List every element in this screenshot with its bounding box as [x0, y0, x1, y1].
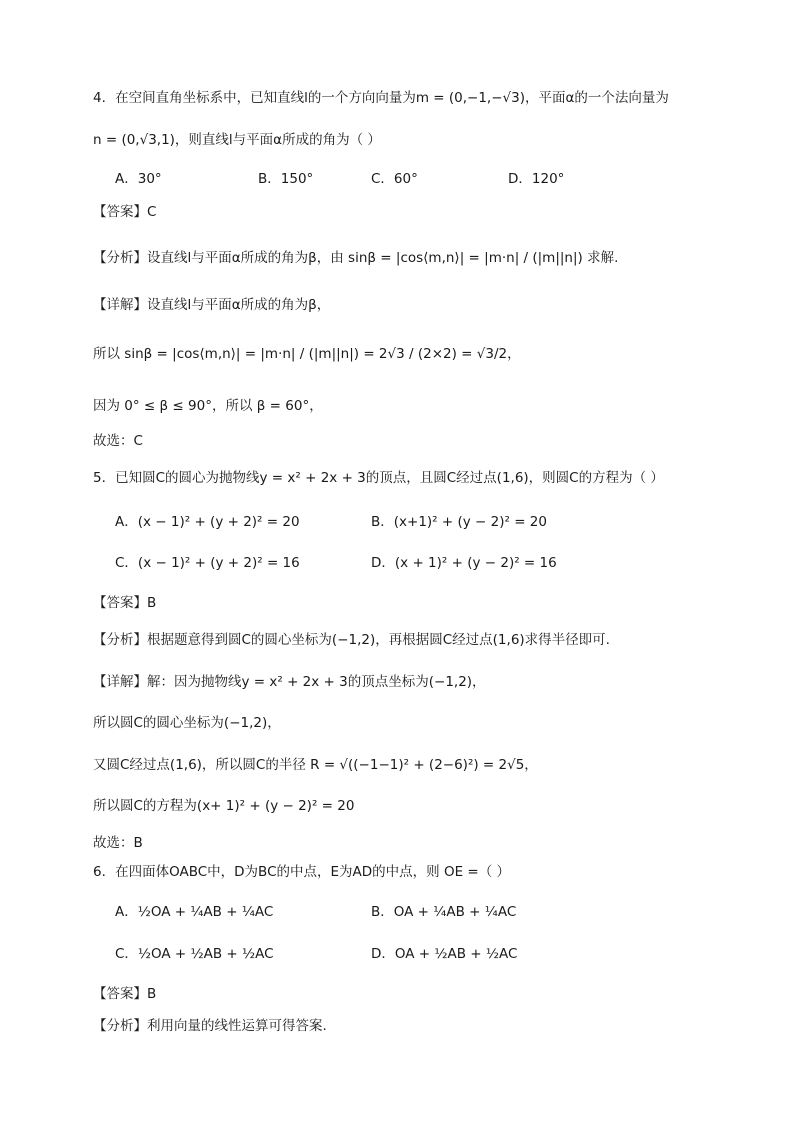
q4-detail-2: 所以 sinβ = |cos⟨m,n⟩| = |m·n| / (|m||n|) = 2√3 / (2×2) = √3/2，: [93, 346, 521, 362]
q5-choose: 故选：B: [93, 835, 143, 851]
q6-option-d: D．OA + ½AB + ½AC: [371, 946, 518, 962]
q5-detail-3: 又圆C经过点(1,6)，所以圆C的半径 R = √((−1−1)² + (2−6)²) = 2√5，: [93, 757, 538, 773]
q4-analysis: 【分析】设直线l与平面α所成的角为β，由 sinβ = |cos⟨m,n⟩| = |m·n| / (|m||n|) 求解.: [93, 250, 619, 266]
q5-option-b: B．(x+1)² + (y − 2)² = 20: [371, 514, 547, 530]
q4-option-d: D．120°: [508, 171, 565, 187]
q5-detail-4: 所以圆C的方程为(x+ 1)² + (y − 2)² = 20: [93, 798, 355, 814]
q4-choose: 故选：C: [93, 433, 143, 449]
q5-analysis: 【分析】根据题意得到圆C的圆心坐标为(−1,2)，再根据圆C经过点(1,6)求得半径即可.: [93, 632, 610, 648]
q5-detail-1: 【详解】解：因为抛物线y = x² + 2x + 3的顶点坐标为(−1,2)，: [93, 674, 486, 690]
q5-detail-2: 所以圆C的圆心坐标为(−1,2)，: [93, 715, 281, 731]
q6-option-c: C．½OA + ½AB + ½AC: [115, 946, 274, 962]
q5-stem: 5．已知圆C的圆心为抛物线y = x² + 2x + 3的顶点，且圆C经过点(1,6)，则圆C的方程为（ ）: [93, 470, 664, 486]
q5-option-a: A．(x − 1)² + (y + 2)² = 20: [115, 514, 300, 530]
q4-detail-3: 因为 0° ≤ β ≤ 90°，所以 β = 60°，: [93, 398, 323, 414]
q4-option-b: B．150°: [258, 171, 314, 187]
q5-option-d: D．(x + 1)² + (y − 2)² = 16: [371, 555, 557, 571]
q4-option-c: C．60°: [371, 171, 418, 187]
q6-stem: 6．在四面体OABC中，D为BC的中点，E为AD的中点，则 OE =（ ）: [93, 864, 511, 880]
q4-option-a: A．30°: [115, 171, 162, 187]
q6-option-b: B．OA + ¼AB + ¼AC: [371, 904, 517, 920]
q4-stem-line1: 4．在空间直角坐标系中，已知直线l的一个方向向量为m = (0,−1,−√3)，平面α的一个法向量为: [93, 90, 669, 106]
q6-analysis: 【分析】利用向量的线性运算可得答案.: [93, 1018, 327, 1034]
q6-answer: 【答案】B: [93, 986, 157, 1002]
q6-option-a: A．½OA + ¼AB + ¼AC: [115, 904, 274, 920]
q5-answer: 【答案】B: [93, 595, 157, 611]
q5-option-c: C．(x − 1)² + (y + 2)² = 16: [115, 555, 300, 571]
q4-answer: 【答案】C: [93, 204, 157, 220]
q4-detail-1: 【详解】设直线l与平面α所成的角为β，: [93, 297, 331, 313]
q4-stem-line2: n = (0,√3,1)，则直线l与平面α所成的角为（ ）: [93, 132, 381, 148]
